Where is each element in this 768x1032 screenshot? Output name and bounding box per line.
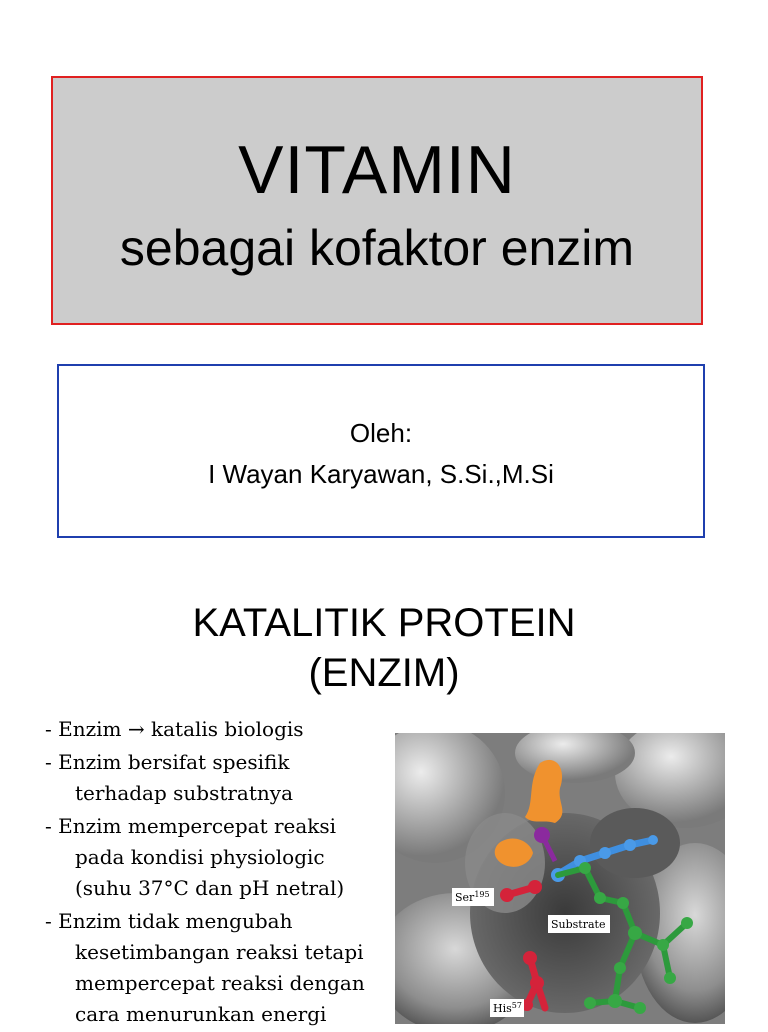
bullet-text: cara menurunkan energi	[75, 1002, 327, 1026]
bullet-text: pada kondisi physiologic	[75, 845, 325, 869]
bullet-text: - Enzim mempercepat reaksi	[45, 814, 337, 838]
bullet-text: (suhu 37°C dan pH netral)	[75, 876, 345, 900]
bullet-item	[45, 811, 385, 904]
author-label: Oleh:	[349, 418, 413, 448]
bullet-text: - Enzim bersifat spesifik	[45, 750, 290, 774]
bullet-list	[45, 714, 385, 1032]
bullet-text: - Enzim	[45, 717, 128, 741]
bullet-text: kesetimbangan reaksi tetapi	[75, 940, 364, 964]
his-label: His$^{57}$	[493, 1001, 522, 1015]
ser-label: Ser$^{195}$	[455, 890, 490, 904]
bullet-item	[45, 906, 385, 1030]
slide-title: VITAMIN	[238, 132, 516, 208]
bullet-text: - Enzim tidak mengubah	[45, 909, 293, 933]
section-title	[0, 598, 768, 698]
bullet-text: mempercepat reaksi dengan	[75, 971, 365, 995]
bullet-item	[45, 747, 385, 809]
author-name: I Wayan Karyawan, S.Si.,M.Si	[208, 459, 554, 489]
bullet-text: katalis biologis	[144, 717, 304, 741]
arrow-right-icon: →	[127, 717, 145, 741]
enzyme-active-site-image	[395, 733, 725, 1024]
author-box	[57, 364, 705, 538]
section-title-line1: KATALITIK PROTEIN	[192, 601, 576, 645]
bullet-item	[45, 714, 385, 745]
slide-subtitle: sebagai kofaktor enzim	[119, 220, 635, 276]
bullet-text: terhadap substratnya	[75, 781, 293, 805]
substrate-label: Substrate	[551, 918, 606, 931]
section-title-line2: (ENZIM)	[308, 651, 460, 695]
title-box	[51, 76, 703, 325]
